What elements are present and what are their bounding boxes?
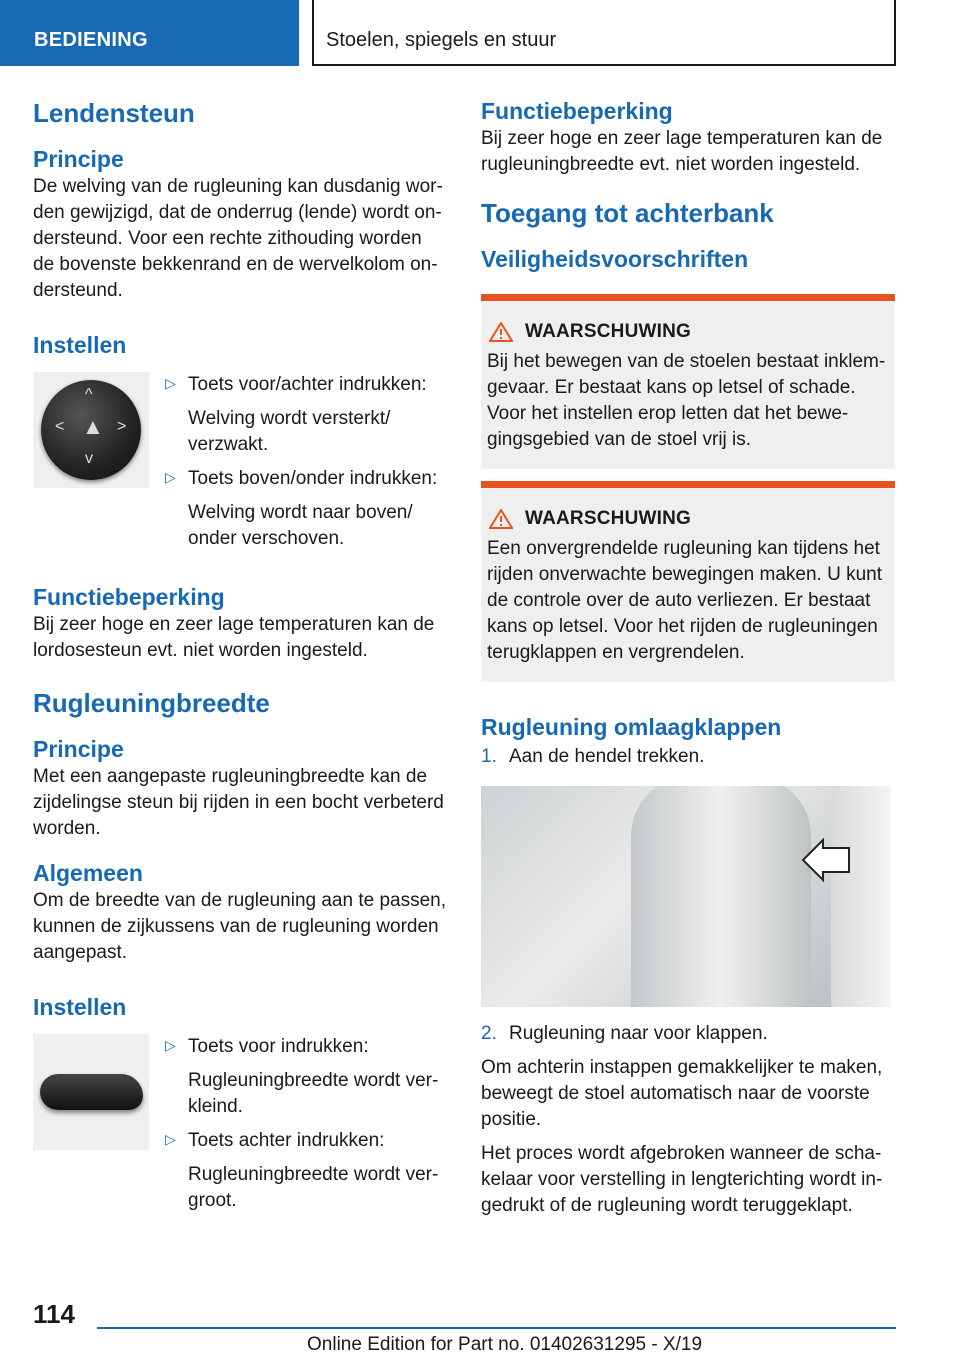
toegang-title: Toegang tot achterbank bbox=[481, 198, 774, 228]
warning-text: Een onvergrendelde rugleuning kan tijdens het rijden onverwachte bewegingen maken. U kunt de controle over de auto verliezen. Er bestaat kans op letsel. Voor het rijden de rugleuningen terugklappen en vergrendelen. bbox=[487, 538, 883, 663]
footer-divider bbox=[97, 1327, 896, 1329]
list-item: ▷ Toets voor/achter indrukken: Welving wordt versterkt/ verzwakt. bbox=[165, 374, 427, 455]
arrow-icon bbox=[801, 838, 851, 884]
page-header bbox=[0, 0, 960, 66]
width-paddle-image bbox=[33, 1034, 149, 1150]
left-column bbox=[33, 96, 447, 1222]
chapter-label: Stoelen, spiegels en stuur bbox=[326, 29, 557, 51]
triangle-bullet-icon: ▷ bbox=[165, 375, 176, 391]
warning-triangle-icon bbox=[489, 322, 513, 342]
rugleuningbreedte-title: Rugleuningbreedte bbox=[33, 688, 270, 718]
list-item: 2. Rugleuning naar voor klappen. bbox=[481, 1023, 768, 1044]
page-number: 114 bbox=[33, 1299, 75, 1329]
functie-text-right: Bij zeer hoge en zeer lage temperaturen kan de rugleuningbreedte evt. niet worden ingesteld. bbox=[481, 128, 883, 175]
warning-box bbox=[481, 294, 895, 469]
right-column bbox=[481, 96, 895, 1219]
triangle-bullet-icon: ▷ bbox=[165, 469, 176, 485]
section-tab bbox=[0, 0, 299, 66]
warning-text: Bij het bewegen van de stoelen bestaat inklem-gevaar. Er bestaat kans op letsel of schade. Voor het instellen erop letten dat het bewe-gingsgebied van de stoel vrij is. bbox=[487, 351, 886, 450]
edition-text: Online Edition for Part no. 01402631295 - X/19 bbox=[307, 1334, 703, 1355]
breedte-principe-text: Met een aangepaste rugleuningbreedte kan de zijdelingse steun bij rijden in een bocht verbeterd worden. bbox=[33, 766, 444, 839]
principe-heading: Principe bbox=[33, 146, 124, 172]
paragraph: Om achterin instappen gemakkelijker te maken, beweegt de stoel automatisch naar de voorste positie. bbox=[481, 1057, 883, 1130]
instellen-heading: Instellen bbox=[33, 332, 127, 358]
lumbar-setting bbox=[33, 372, 447, 560]
functie-text-left: Bij zeer hoge en zeer lage temperaturen kan de lordosesteun evt. niet worden ingesteld. bbox=[33, 614, 435, 661]
warning-box bbox=[481, 481, 895, 682]
algemeen-text: Om de breedte van de rugleuning aan te passen, kunnen de zijkussens van de rugleuning worden aangepast. bbox=[33, 890, 447, 963]
warning-title: WAARSCHUWING bbox=[525, 321, 691, 342]
steps-list-2 bbox=[481, 1021, 895, 1047]
width-steps bbox=[165, 1034, 443, 1222]
steps-list-1 bbox=[481, 744, 895, 770]
functie-heading-right: Functiebeperking bbox=[481, 98, 673, 124]
instellen2-heading: Instellen bbox=[33, 994, 127, 1020]
warning-title: WAARSCHUWING bbox=[525, 508, 691, 529]
section-label: BEDIENING bbox=[34, 29, 148, 51]
functie-heading-left: Functiebeperking bbox=[33, 584, 225, 610]
omlaagklappen-heading: Rugleuning omlaagklappen bbox=[481, 714, 782, 740]
lumbar-knob-icon: ^ < > v ▲ bbox=[41, 380, 141, 480]
list-item: 1. Aan de hendel trekken. bbox=[481, 746, 705, 767]
seat-lever-photo bbox=[481, 786, 891, 1007]
lumbar-knob-image bbox=[33, 372, 149, 488]
principe-text: De welving van de rugleuning kan dusdanig wor-den gewijzigd, dat de onderrug (lende) wordt on-dersteund. Voor een rechte zithouding worden de bovenste bekkenrand en de wervelkolom on-dersteund. bbox=[33, 176, 443, 301]
lumbar-steps bbox=[165, 372, 443, 560]
paragraph: Het proces wordt afgebroken wanneer de scha-kelaar voor verstelling in lengterichting wordt in-gedrukt of de rugleuning wordt teruggeklapt. bbox=[481, 1143, 883, 1216]
algemeen-heading: Algemeen bbox=[33, 860, 143, 886]
list-item: ▷ Toets voor indrukken: Rugleuningbreedte wordt ver-kleind. bbox=[165, 1036, 439, 1117]
triangle-bullet-icon: ▷ bbox=[165, 1131, 176, 1147]
triangle-bullet-icon: ▷ bbox=[165, 1037, 176, 1053]
lendensteun-title: Lendensteun bbox=[33, 98, 195, 128]
list-item: ▷ Toets achter indrukken: Rugleuningbreedte wordt ver-groot. bbox=[165, 1130, 439, 1211]
veiligheid-heading: Veiligheidsvoorschriften bbox=[481, 246, 749, 272]
breedte-principe-heading: Principe bbox=[33, 736, 124, 762]
chapter-tab bbox=[312, 0, 896, 66]
warning-triangle-icon bbox=[489, 509, 513, 529]
list-item: ▷ Toets boven/onder indrukken: Welving wordt naar boven/ onder verschoven. bbox=[165, 468, 438, 549]
width-setting bbox=[33, 1034, 447, 1222]
paddle-switch-icon bbox=[40, 1074, 143, 1110]
